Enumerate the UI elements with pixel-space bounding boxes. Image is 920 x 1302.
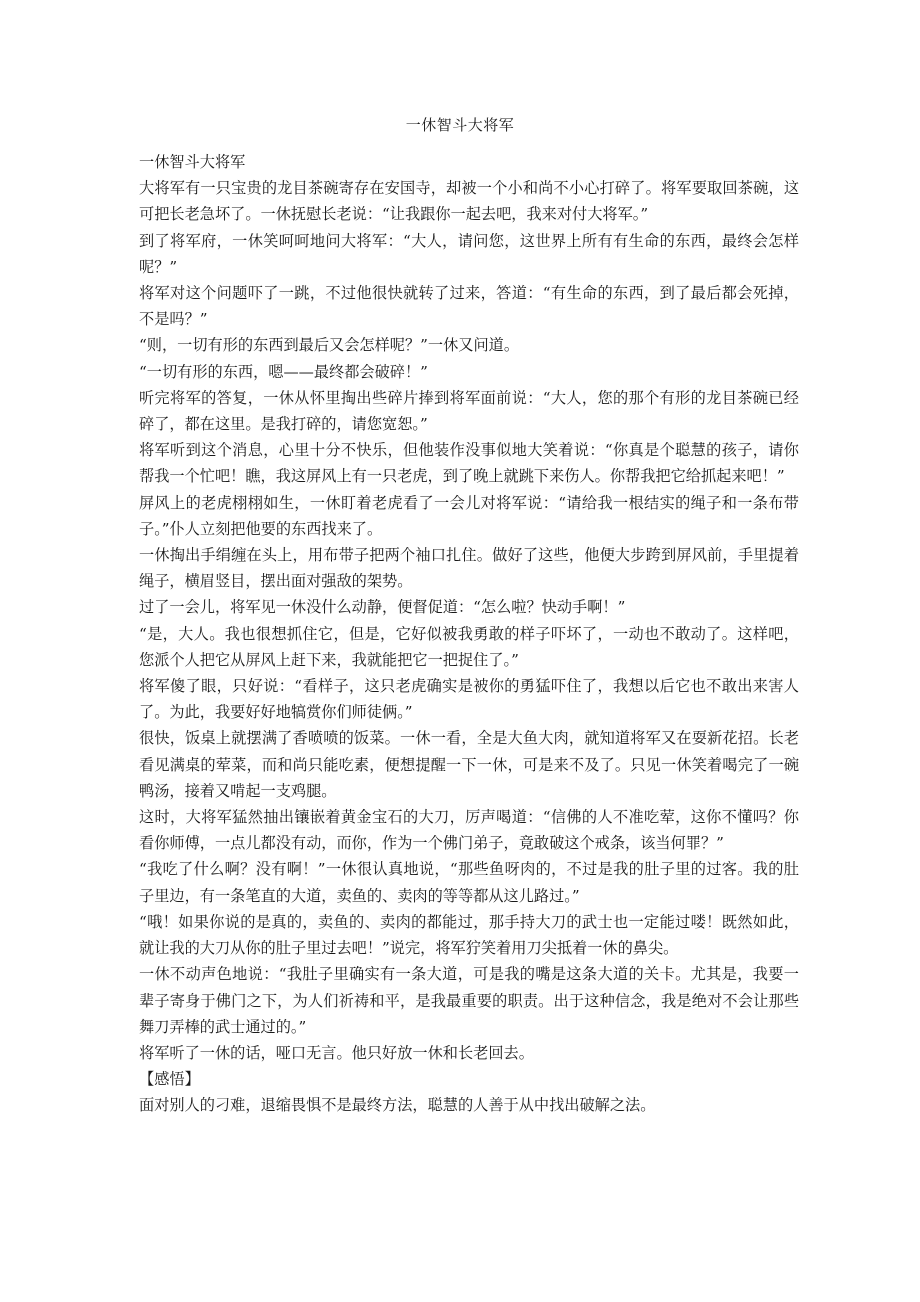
paragraph: 将军傻了眼，只好说：“看样子，这只老虎确实是被你的勇猛吓住了，我想以后它也不敢出来害人了。为此，我要好好地犒赏你们师徒俩。” bbox=[139, 677, 799, 722]
paragraph: “则，一切有形的东西到最后又会怎样呢？”一休又问道。 bbox=[139, 336, 520, 355]
section-heading: 【感悟】 bbox=[139, 1070, 200, 1089]
paragraph: 一休不动声色地说：“我肚子里确实有一条大道，可是我的嘴是这条大道的关卡。尤其是，我要一辈子寄身于佛门之下，为人们祈祷和平，是我最重要的职责。出于这种信念，我是绝对不会让那些舞刀弄棒的武士通过的。” bbox=[139, 965, 799, 1036]
paragraph: “是，大人。我也很想抓住它，但是，它好似被我勇敢的样子吓坏了，一动也不敢动了。这样吧，您派个人把它从屏风上赶下来，我就能把它一把捉住了。” bbox=[139, 624, 799, 669]
paragraph: 大将军有一只宝贵的龙目茶碗寄存在安国寺，却被一个小和尚不小心打碎了。将军要取回茶碗，这可把长老急坏了。一休抚慰长老说：“让我跟你一起去吧，我来对付大将军。” bbox=[139, 179, 799, 224]
paragraph: “哦！如果你说的是真的，卖鱼的、卖肉的都能过，那手持大刀的武士也一定能过喽！既然如此，就让我的大刀从你的肚子里过去吧！”说完，将军狞笑着用刀尖抵着一休的鼻尖。 bbox=[139, 912, 799, 958]
paragraph: 屏风上的老虎栩栩如生，一休盯着老虎看了一会儿对将军说：“请给我一根结实的绳子和一条布带子。”仆人立刻把他要的东西找来了。 bbox=[139, 493, 799, 538]
paragraph: 一休掏出手绢缠在头上，用布带子把两个袖口扎住。做好了这些，他便大步跨到屏风前，手里提着绳子，横眉竖目，摆出面对强敌的架势。 bbox=[139, 546, 799, 591]
page-title: 一休智斗大将军 bbox=[405, 116, 515, 134]
document-body bbox=[139, 149, 799, 1119]
paragraph: 到了将军府，一休笑呵呵地问大将军：“大人，请问您，这世界上所有有生命的东西，最终会怎样呢？” bbox=[139, 231, 799, 276]
paragraph: 面对别人的刁难，退缩畏惧不是最终方法，聪慧的人善于从中找出破解之法。 bbox=[139, 1096, 656, 1115]
paragraph: “一切有形的东西，嗯——最终都会破碎！” bbox=[139, 362, 428, 381]
article-heading: 一休智斗大将军 bbox=[139, 153, 246, 171]
paragraph: 很快，饭桌上就摆满了香喷喷的饭菜。一休一看，全是大鱼大肉，就知道将军又在耍新花招。长老看见满桌的荤菜，而和尚只能吃素，便想提醒一下一休，可是来不及了。只见一休笑着喝完了一碗鸭汤，接着又啃起一支鸡腿。 bbox=[139, 729, 799, 800]
paragraph: “我吃了什么啊？没有啊！”一休很认真地说，“那些鱼呀肉的，不过是我的肚子里的过客。我的肚子里边，有一条笔直的大道，卖鱼的、卖肉的等等都从这儿路过。” bbox=[139, 860, 799, 905]
paragraph: 听完将军的答复，一休从怀里掏出些碎片捧到将军面前说：“大人，您的那个有形的龙目茶碗已经碎了，都在这里。是我打碎的，请您宽恕。” bbox=[139, 388, 799, 434]
paragraph: 将军对这个问题吓了一跳，不过他很快就转了过来，答道：“有生命的东西，到了最后都会死掉，不是吗？” bbox=[139, 284, 799, 329]
paragraph: 这时，大将军猛然抽出镶嵌着黄金宝石的大刀，厉声喝道：“信佛的人不准吃荤，这你不懂吗？你看你师傅，一点儿都没有动，而你，作为一个佛门弟子，竟敢破这个戒条，该当何罪？” bbox=[139, 808, 799, 853]
paragraph: 过了一会儿，将军见一休没什么动静，便督促道：“怎么啦？快动手啊！” bbox=[139, 598, 626, 617]
paragraph: 将军听了一休的话，哑口无言。他只好放一休和长老回去。 bbox=[139, 1043, 534, 1062]
paragraph: 将军听到这个消息，心里十分不快乐，但他装作没事似地大笑着说：“你真是个聪慧的孩子，请你帮我一个忙吧！瞧，我这屏风上有一只老虎，到了晚上就跳下来伤人。你帮我把它给抓起来吧！” bbox=[139, 441, 799, 486]
